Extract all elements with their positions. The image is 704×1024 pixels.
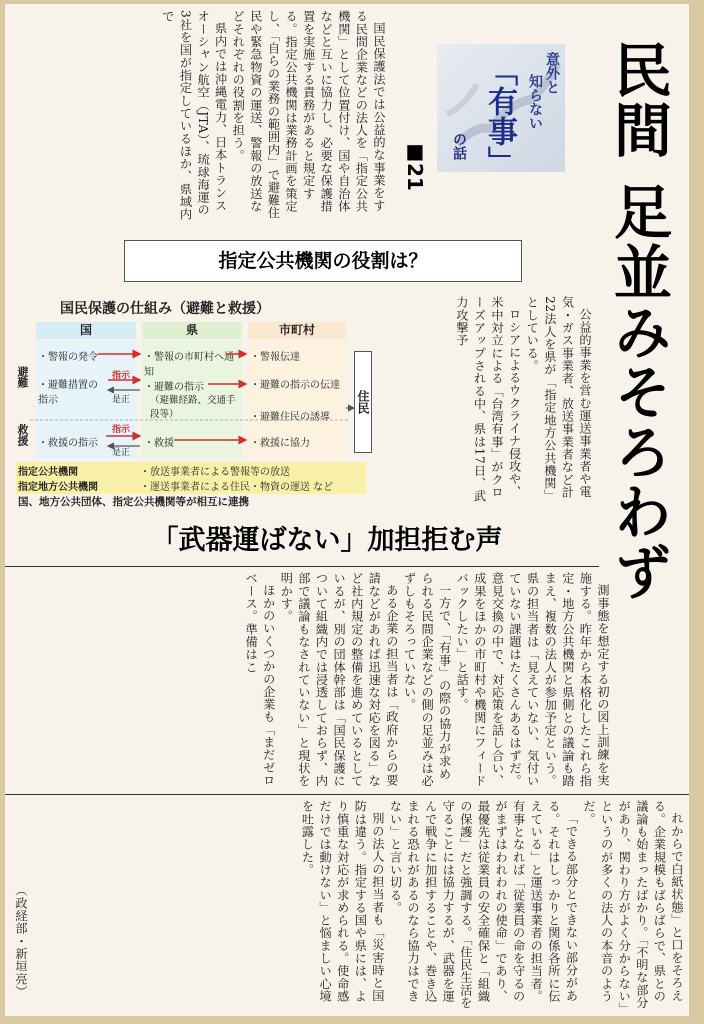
intro-top-p2: 県内では沖縄電力、日本トランスオーシャン航空（JTA）、琉球海運の3社を国が指定しているほか、県域内で	[160, 10, 228, 221]
footer-text-2: ・運送事業者による住民・物資の運送 など	[140, 482, 334, 493]
kuni-keihou: ・警報の発令	[38, 352, 98, 363]
shichoson-kyuen: ・救援に協力	[250, 438, 310, 449]
footer-label-1: 指定公共機関	[18, 467, 78, 478]
byline: （政経部・新垣亮）	[14, 884, 28, 998]
shichoson-hinan: ・避難の指示の伝達	[250, 380, 340, 391]
body-p2: 一方で、「有事」の際の協力が求められる民間企業などの側の足並みは必ずしもそろっていない。	[402, 572, 452, 788]
body-p5: れからで白紙状態」と口をそろえる。企業規模もばらばらで、県との議論も始まったばかり。「不明な部分があり、関わり方がよく分からない」というのが多くの法人の本音のようだ。	[582, 800, 684, 1009]
intro-right-text	[389, 296, 593, 508]
logo-main: 「有事」	[482, 56, 517, 176]
logo-suffix: の話	[451, 132, 467, 160]
header-ken: 県	[142, 322, 242, 339]
ken-kyuen: ・救援	[144, 438, 174, 449]
newspaper-page	[5, 4, 689, 1016]
footer-text-1: ・放送事業者による警報等の放送	[140, 467, 290, 478]
residents-box: 住民	[354, 351, 372, 453]
body-p7: 別の法人の担当者も「災害時と国防は違う。指定する国や県には、より慎重な対応が求められる。使命感だけでは動けない」と悩ましい心境を吐露した。	[300, 800, 385, 1003]
header-shichoson: 市町村	[248, 322, 346, 339]
question-box: 指定公共機関の役割は？	[124, 240, 522, 282]
intro-top-text	[131, 10, 387, 223]
ken-hinan-detail: （避難経路、交通手段等）	[150, 395, 236, 420]
body-p1: 測事態を想定する初の図上訓練を実施する。昨年から本格化したこれら指定・地方公共機関と県側との議論も踏まえ、複数の法人が参加予定という。県の担当者は「見えていない、気付いていない課題はたくさんあるはずだ。意見交換の中で、対応策を話し合い、成果をほかの市町村や機関にフィードバックしたい」と話す。	[455, 572, 610, 788]
shiji-label-2: 指示	[112, 425, 131, 435]
headline: 民間 足並みそろわず	[604, 40, 672, 603]
logo-line1: 意外と	[544, 52, 560, 94]
row-label-hinan: 避難	[16, 366, 29, 388]
zesei-label-2: 是正	[112, 448, 131, 458]
series-number: ■21	[403, 139, 427, 191]
divider-lower	[5, 794, 689, 795]
intro-top-p1: 国民保護法では公益的な事業をする民間企業などの法人を「指定公共機関」として位置付け、国や自治体などと互いに協力し、必要な保護措置を実施する責務があると規定する。指定公共機関は業務計画を策定し、「自らの業務の範囲内」で避難住民や緊急物資の運送、警報の放送などそれぞれの役割を担う。	[231, 10, 386, 219]
diagram-footer: 国、地方公共団体、指定公共機関等が相互に連携	[18, 496, 249, 508]
kuni-kyuen: ・救援の指示	[38, 438, 98, 449]
ken-hinan: ・避難の指示	[144, 382, 204, 393]
subhead: 「武器運ばない」加担拒む声	[151, 525, 503, 556]
body-p3: ある企業の担当者は「政府からの要請などがあれば迅速な対応を図る」など社内規定の整備を進めているとしているが、別の団体幹部は「国民保護について組織内では浸透しておらず、内部で議論もなされていない」と現状を明かす。	[279, 572, 399, 788]
body-p4: ほかのいくつかの企業も「まだゼロベース。準備はこ	[244, 572, 276, 787]
intro-right-p2: ロシアによるウクライナ侵攻や、米中対立による「台湾有事」がクローズアップされる中、県は17日、武力攻撃予	[454, 296, 522, 503]
shichoson-keihou: ・警報伝達	[250, 352, 300, 363]
row-label-kyuen: 救援	[16, 424, 29, 446]
divider-upper	[5, 566, 599, 567]
intro-right-p1: 公益的事業を営む運送事業者や電気・ガス事業者、放送事業者など計22法人を県が「指定地方公共機関」としている。	[525, 296, 592, 503]
shiji-label-1: 指示	[112, 371, 131, 381]
protection-diagram	[8, 296, 372, 510]
header-kuni: 国	[36, 322, 136, 339]
diagram-title: 国民保護の仕組み（避難と救援）	[60, 301, 270, 317]
kuni-hinan: ・避難措置の指示	[38, 380, 98, 406]
zesei-label-1: 是正	[112, 395, 131, 405]
shichoson-yudo: ・避難住民の誘導	[250, 412, 330, 423]
body-mid-text	[11, 572, 611, 790]
logo-line2: 知らない	[527, 74, 543, 130]
body-lower-text	[45, 800, 685, 1012]
series-logo	[437, 44, 565, 176]
ken-keihou: ・警報の市町村へ通知	[144, 352, 234, 378]
body-p6: 「できる部分とできない部分がある。それはしっかりと関係各所に伝えている」と運送事業者の担当者。有事となれば「従業員の命を守るのがまずはわれわれの使命」であり、最優先は従業員の安全確保と「組織の保護」だと強調する。「住民生活を守ることには協力するが、武器を運んで戦争に加担することや、巻き込まれる恐れがあるのなら協力はできない」と言い切る。	[388, 800, 579, 1009]
footer-label-2: 指定地方公共機関	[18, 482, 98, 493]
